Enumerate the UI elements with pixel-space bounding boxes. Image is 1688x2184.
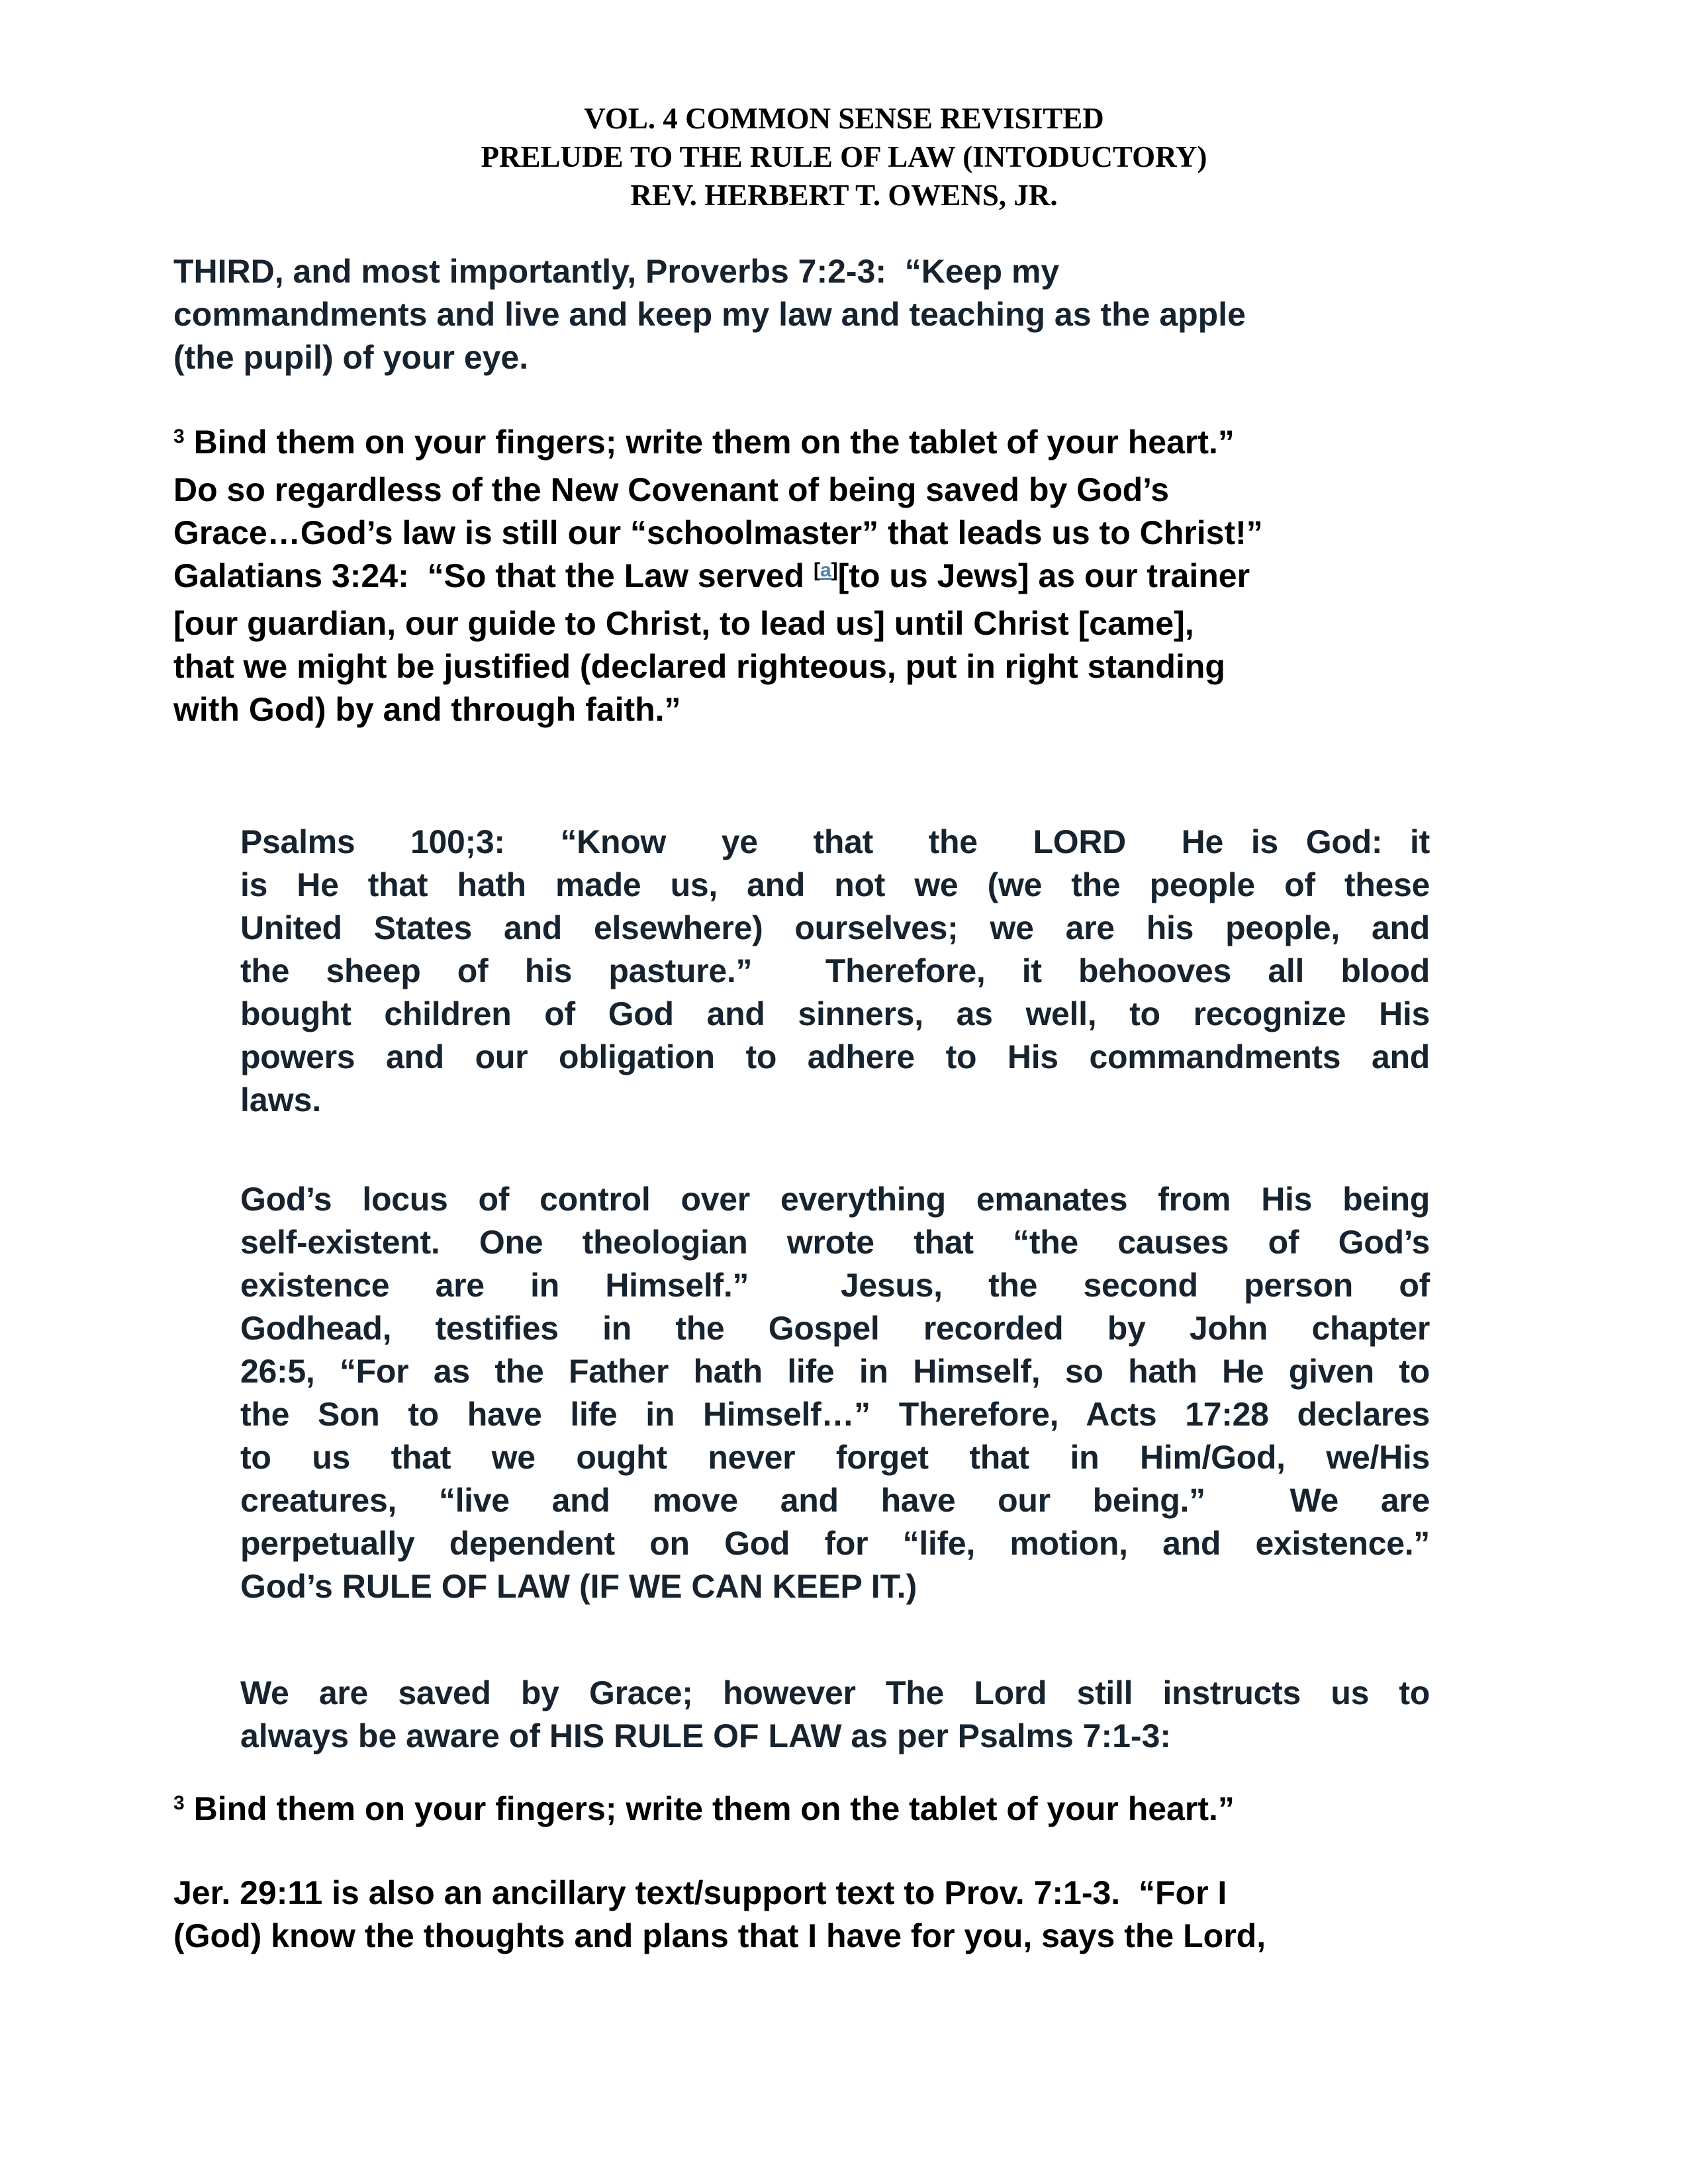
paragraph-jeremiah-29-11 — [173, 1872, 1484, 1958]
text-run: to us that we ought never forget that in Him/God, we/His — [240, 1439, 1430, 1476]
paragraph-third-proverbs — [173, 250, 1484, 379]
text-line — [240, 993, 1430, 1036]
text-line — [240, 1079, 1430, 1122]
text-line — [240, 1178, 1430, 1221]
text-run: that we might be justified (declared righteous, put in right standing — [173, 648, 1225, 685]
header-line-volume-title: VOL. 4 COMMON SENSE REVISITED — [584, 102, 1104, 135]
text-run: is He that hath made us, and not we (we the people of these — [240, 866, 1430, 903]
text-run: Jer. 29:11 is also an ancillary text/support text to Prov. 7:1-3. “For I — [173, 1874, 1227, 1911]
text-run: with God) by and through faith.” — [173, 691, 681, 728]
text-line — [173, 1788, 1484, 1835]
text-run: creatures, “live and move and have our being.” We are — [240, 1482, 1430, 1519]
text-line — [173, 293, 1484, 336]
text-run: United States and elsewhere) ourselves; we are his people, and — [240, 909, 1430, 946]
text-line — [173, 1915, 1484, 1958]
text-run: [our guardian, our guide to Christ, to lead us] until Christ [came], — [173, 605, 1194, 642]
text-line — [240, 1436, 1430, 1479]
text-line — [240, 1264, 1430, 1307]
text-run: existence are in Himself.” Jesus, the second person of — [240, 1267, 1430, 1304]
text-line — [240, 1565, 1430, 1608]
text-run: bought children of God and sinners, as well, to recognize His — [240, 995, 1430, 1032]
text-line — [240, 864, 1430, 907]
text-run: Psalms 100;3: “Know ye that the LORD He is God: it — [240, 823, 1430, 860]
paragraph-bind-galatians — [173, 421, 1484, 731]
text-line — [173, 512, 1484, 555]
text-run: self-existent. One theologian wrote that “the causes of God’s — [240, 1224, 1430, 1261]
header-line-subtitle: PRELUDE TO THE RULE OF LAW (INTODUCTORY) — [481, 140, 1207, 173]
text-line — [173, 421, 1484, 469]
superscript-marker: 3 — [173, 425, 185, 447]
text-run: laws. — [240, 1081, 322, 1118]
footnote-link-a[interactable]: a — [820, 559, 831, 581]
header-line-author: REV. HERBERT T. OWENS, JR. — [630, 179, 1058, 212]
superscript-marker: 3 — [173, 1792, 185, 1814]
text-run: Bind them on your fingers; write them on the tablet of your heart.” — [184, 1790, 1235, 1827]
text-line — [240, 1036, 1430, 1079]
text-line — [240, 1221, 1430, 1264]
blockquote-gods-locus — [240, 1178, 1430, 1608]
text-run: the sheep of his pasture.” Therefore, it behooves all blood — [240, 952, 1430, 989]
text-line — [240, 1479, 1430, 1522]
text-line — [173, 250, 1484, 293]
text-run: Godhead, testifies in the Gospel recorded by John chapter — [240, 1310, 1430, 1347]
text-run: Galatians 3:24: “So that the Law served — [173, 557, 814, 594]
text-line — [173, 688, 1484, 731]
text-run: always be aware of HIS RULE OF LAW as per Psalms 7:1-3: — [240, 1717, 1172, 1754]
text-run: powers and our obligation to adhere to His commandments and — [240, 1038, 1430, 1075]
superscript-marker: [ — [813, 559, 820, 581]
superscript-marker: ] — [831, 559, 838, 581]
text-line — [240, 1307, 1430, 1350]
text-run: Grace…God’s law is still our “schoolmaster” that leads us to Christ!” — [173, 514, 1263, 551]
text-run: God’s locus of control over everything emanates from His being — [240, 1181, 1430, 1218]
text-run: Bind them on your fingers; write them on the tablet of your heart.” — [184, 424, 1235, 461]
text-line — [173, 645, 1484, 688]
text-line — [173, 1872, 1484, 1915]
text-line — [240, 1715, 1430, 1758]
text-line — [240, 1393, 1430, 1436]
text-run: the Son to have life in Himself…” Therefore, Acts 17:28 declares — [240, 1396, 1430, 1433]
text-run: (the pupil) of your eye. — [173, 339, 529, 376]
text-line — [240, 907, 1430, 950]
text-line — [240, 821, 1430, 864]
text-run: God’s RULE OF LAW (IF WE CAN KEEP IT.) — [240, 1568, 917, 1605]
text-run: perpetually dependent on God for “life, motion, and existence.” — [240, 1525, 1430, 1562]
text-line — [173, 602, 1484, 645]
text-run: THIRD, and most importantly, Proverbs 7:2-3: “Keep my — [173, 253, 1060, 290]
document-header — [0, 99, 1688, 214]
text-run: [to us Jews] as our trainer — [837, 557, 1250, 594]
text-run: commandments and live and keep my law and teaching as the apple — [173, 296, 1246, 333]
text-line — [240, 950, 1430, 993]
text-run: 26:5, “For as the Father hath life in Himself, so hath He given to — [240, 1353, 1430, 1390]
text-run: We are saved by Grace; however The Lord still instructs us to — [240, 1674, 1430, 1711]
text-line — [173, 336, 1484, 379]
paragraph-bind-repeat — [173, 1788, 1484, 1835]
text-run: Do so regardless of the New Covenant of being saved by God’s — [173, 471, 1170, 508]
text-line — [173, 555, 1484, 602]
blockquote-saved-by-grace — [240, 1672, 1430, 1758]
text-run: (God) know the thoughts and plans that I have for you, says the Lord, — [173, 1917, 1266, 1954]
text-line — [240, 1350, 1430, 1393]
blockquote-psalms-100-3 — [240, 821, 1430, 1122]
text-line — [240, 1672, 1430, 1715]
text-line — [173, 469, 1484, 512]
text-line — [240, 1522, 1430, 1565]
